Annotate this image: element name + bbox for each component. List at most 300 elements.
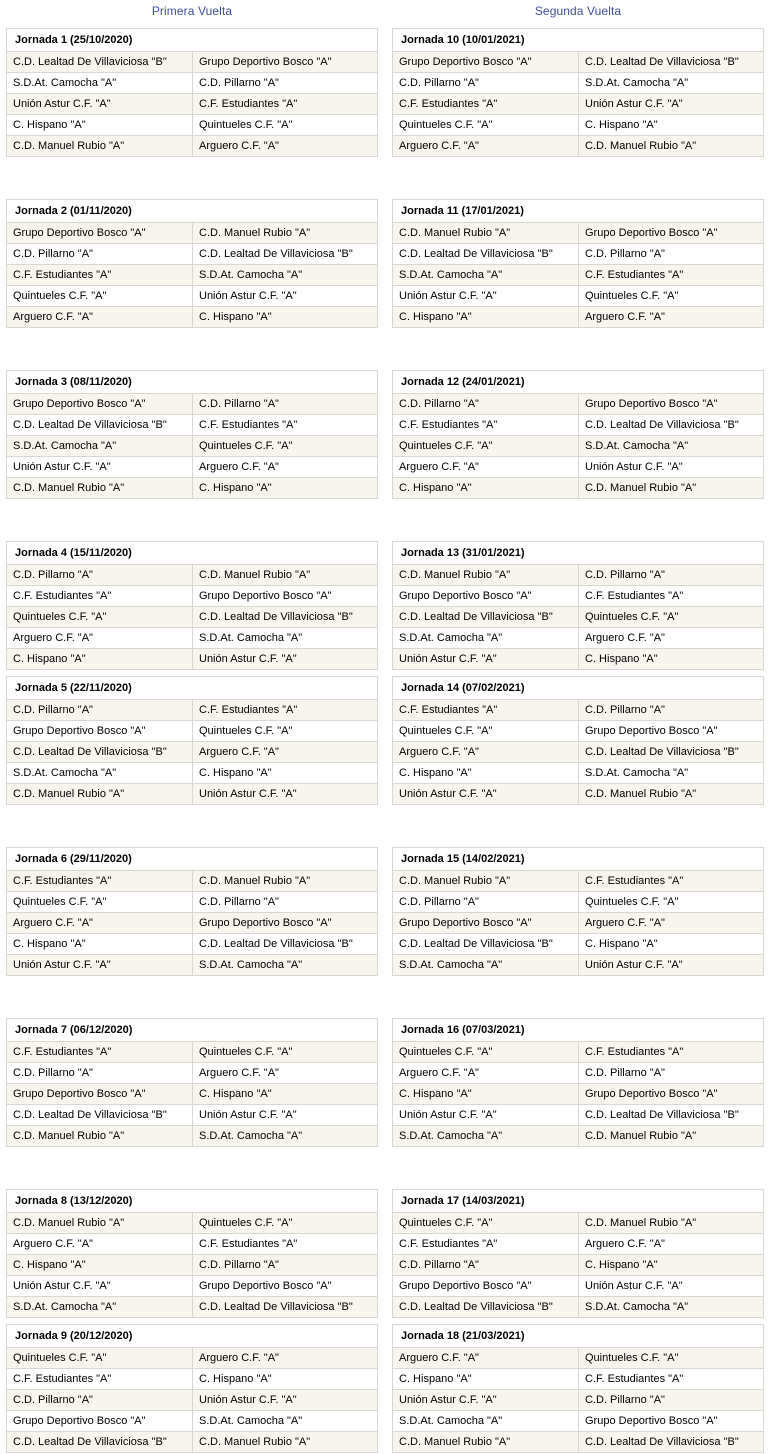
home-team: Grupo Deportivo Bosco "A": [7, 394, 193, 414]
away-team: C.D. Pillarno "A": [585, 1067, 665, 1079]
away-team: Quintueles C.F. "A": [199, 1046, 293, 1058]
home-team: S.D.At. Camocha "A": [7, 436, 193, 456]
home-team: C.D. Manuel Rubio "A": [7, 136, 193, 156]
jornada-header: Jornada 1 (25/10/2020): [7, 29, 377, 52]
home-team: C.F. Estudiantes "A": [393, 415, 579, 435]
away-team: C.D. Manuel Rubio "A": [199, 1436, 311, 1448]
table-row: [7, 286, 377, 307]
away-team: Arguero C.F. "A": [199, 746, 279, 758]
away-team: C. Hispano "A": [199, 482, 272, 494]
home-team: Unión Astur C.F. "A": [393, 784, 579, 804]
home-team: Unión Astur C.F. "A": [393, 286, 579, 306]
away-team: C. Hispano "A": [585, 1259, 658, 1271]
spacer: [6, 976, 378, 1018]
table-row: [7, 115, 377, 136]
jornada-table: [392, 1324, 764, 1453]
home-team: Quintueles C.F. "A": [393, 436, 579, 456]
home-team: Quintueles C.F. "A": [393, 721, 579, 741]
away-team: S.D.At. Camocha "A": [585, 440, 689, 452]
away-team: S.D.At. Camocha "A": [199, 1130, 303, 1142]
home-team: Arguero C.F. "A": [7, 307, 193, 327]
away-team: C.D. Pillarno "A": [585, 1394, 665, 1406]
table-row: [393, 1234, 763, 1255]
home-team: C. Hispano "A": [393, 1084, 579, 1104]
table-row: [7, 1042, 377, 1063]
home-team: Quintueles C.F. "A": [7, 892, 193, 912]
away-team: Quintueles C.F. "A": [199, 440, 293, 452]
away-team: C.D. Pillarno "A": [199, 896, 279, 908]
jornada-header: Jornada 13 (31/01/2021): [393, 542, 763, 565]
home-team: C.D. Lealtad De Villaviciosa "B": [7, 1432, 193, 1452]
away-team: C.D. Pillarno "A": [199, 77, 279, 89]
jornada-table: [6, 1018, 378, 1147]
table-row: [393, 742, 763, 763]
jornada-table: [6, 847, 378, 976]
table-row: [393, 721, 763, 742]
table-row: [393, 763, 763, 784]
home-team: C. Hispano "A": [7, 649, 193, 669]
table-row: [7, 1297, 377, 1318]
home-team: C.D. Manuel Rubio "A": [7, 1126, 193, 1146]
table-row: [393, 1297, 763, 1318]
away-team: Arguero C.F. "A": [199, 461, 279, 473]
home-team: C.D. Manuel Rubio "A": [7, 1213, 193, 1233]
away-team: C.F. Estudiantes "A": [199, 98, 298, 110]
table-row: [7, 1411, 377, 1432]
table-row: [7, 871, 377, 892]
home-team: S.D.At. Camocha "A": [393, 955, 579, 975]
away-team: Unión Astur C.F. "A": [199, 788, 297, 800]
spacer: [392, 499, 764, 541]
away-team: Unión Astur C.F. "A": [585, 461, 683, 473]
spacer: [392, 976, 764, 1018]
table-row: [7, 436, 377, 457]
table-row: [7, 478, 377, 499]
table-row: [7, 955, 377, 976]
table-row: [393, 1369, 763, 1390]
away-team: Grupo Deportivo Bosco "A": [199, 917, 332, 929]
away-team: S.D.At. Camocha "A": [199, 632, 303, 644]
table-row: [7, 73, 377, 94]
jornada-header: Jornada 14 (07/02/2021): [393, 677, 763, 700]
home-team: C.D. Manuel Rubio "A": [393, 871, 579, 891]
away-team: Unión Astur C.F. "A": [585, 1280, 683, 1292]
home-team: C.D. Lealtad De Villaviciosa "B": [7, 1105, 193, 1125]
away-team: Grupo Deportivo Bosco "A": [199, 590, 332, 602]
table-row: [7, 307, 377, 328]
jornada-header: Jornada 6 (29/11/2020): [7, 848, 377, 871]
column-title: Primera Vuelta: [151, 4, 233, 18]
table-row: [393, 565, 763, 586]
jornada-header: Jornada 8 (13/12/2020): [7, 1190, 377, 1213]
jornada-header: Jornada 4 (15/11/2020): [7, 542, 377, 565]
home-team: C. Hispano "A": [393, 307, 579, 327]
away-team: S.D.At. Camocha "A": [199, 1415, 303, 1427]
table-row: [393, 649, 763, 670]
table-row: [393, 436, 763, 457]
spacer: [392, 157, 764, 199]
home-team: C.D. Pillarno "A": [393, 394, 579, 414]
away-team: S.D.At. Camocha "A": [585, 1301, 689, 1313]
home-team: Arguero C.F. "A": [7, 1234, 193, 1254]
away-team: C.D. Manuel Rubio "A": [585, 140, 697, 152]
jornada-header: Jornada 16 (07/03/2021): [393, 1019, 763, 1042]
away-team: C.D. Lealtad De Villaviciosa "B": [585, 746, 739, 758]
home-team: C. Hispano "A": [7, 934, 193, 954]
table-row: [393, 1411, 763, 1432]
away-team: C.D. Lealtad De Villaviciosa "B": [585, 1109, 739, 1121]
table-row: [393, 1042, 763, 1063]
table-row: [393, 1348, 763, 1369]
table-row: [7, 1105, 377, 1126]
table-row: [7, 649, 377, 670]
jornada-table: [6, 28, 378, 157]
table-row: [7, 457, 377, 478]
away-team: Grupo Deportivo Bosco "A": [585, 725, 718, 737]
away-team: Unión Astur C.F. "A": [585, 959, 683, 971]
jornada-header: Jornada 10 (10/01/2021): [393, 29, 763, 52]
away-team: Arguero C.F. "A": [199, 140, 279, 152]
jornada-table: [392, 199, 764, 328]
table-row: [7, 934, 377, 955]
table-row: [7, 1234, 377, 1255]
home-team: C.D. Pillarno "A": [393, 1255, 579, 1275]
jornada-table: [392, 370, 764, 499]
table-row: [7, 892, 377, 913]
table-row: [393, 223, 763, 244]
away-team: C.D. Lealtad De Villaviciosa "B": [199, 938, 353, 950]
home-team: Grupo Deportivo Bosco "A": [7, 1411, 193, 1431]
home-team: C.D. Pillarno "A": [7, 1390, 193, 1410]
away-team: C.D. Manuel Rubio "A": [199, 875, 311, 887]
table-row: [7, 415, 377, 436]
spacer: [6, 328, 378, 370]
away-team: Quintueles C.F. "A": [199, 1217, 293, 1229]
home-team: C.D. Lealtad De Villaviciosa "B": [7, 742, 193, 762]
home-team: C.F. Estudiantes "A": [7, 1042, 193, 1062]
home-team: Quintueles C.F. "A": [393, 1042, 579, 1062]
home-team: C.D. Lealtad De Villaviciosa "B": [393, 607, 579, 627]
table-row: [7, 700, 377, 721]
table-row: [7, 1126, 377, 1147]
home-team: C.D. Pillarno "A": [7, 565, 193, 585]
away-team: C.F. Estudiantes "A": [585, 875, 684, 887]
table-row: [7, 1255, 377, 1276]
table-row: [393, 892, 763, 913]
table-row: [7, 94, 377, 115]
away-team: C. Hispano "A": [585, 653, 658, 665]
away-team: Arguero C.F. "A": [199, 1352, 279, 1364]
home-team: Unión Astur C.F. "A": [7, 457, 193, 477]
spacer: [392, 805, 764, 847]
away-team: C.F. Estudiantes "A": [585, 269, 684, 281]
home-team: Unión Astur C.F. "A": [393, 1105, 579, 1125]
home-team: Quintueles C.F. "A": [393, 115, 579, 135]
table-row: [393, 286, 763, 307]
home-team: Arguero C.F. "A": [7, 913, 193, 933]
home-team: C.D. Pillarno "A": [7, 1063, 193, 1083]
away-team: C. Hispano "A": [199, 311, 272, 323]
away-team: C.D. Lealtad De Villaviciosa "B": [199, 1301, 353, 1313]
table-row: [393, 1063, 763, 1084]
spacer: [392, 328, 764, 370]
home-team: C. Hispano "A": [393, 478, 579, 498]
table-row: [7, 265, 377, 286]
home-team: Quintueles C.F. "A": [393, 1213, 579, 1233]
home-team: Grupo Deportivo Bosco "A": [7, 1084, 193, 1104]
away-team: C.F. Estudiantes "A": [199, 704, 298, 716]
away-team: C.D. Lealtad De Villaviciosa "B": [585, 419, 739, 431]
home-team: Grupo Deportivo Bosco "A": [393, 1276, 579, 1296]
home-team: Grupo Deportivo Bosco "A": [393, 913, 579, 933]
table-row: [393, 607, 763, 628]
table-row: [393, 1276, 763, 1297]
table-row: [393, 913, 763, 934]
home-team: Quintueles C.F. "A": [7, 607, 193, 627]
away-team: S.D.At. Camocha "A": [585, 77, 689, 89]
table-row: [7, 1369, 377, 1390]
home-team: Arguero C.F. "A": [7, 628, 193, 648]
home-team: S.D.At. Camocha "A": [7, 763, 193, 783]
home-team: Arguero C.F. "A": [393, 457, 579, 477]
away-team: Quintueles C.F. "A": [199, 725, 293, 737]
table-row: [7, 763, 377, 784]
away-team: Grupo Deportivo Bosco "A": [585, 227, 718, 239]
table-row: [393, 934, 763, 955]
home-team: C.D. Manuel Rubio "A": [393, 565, 579, 585]
home-team: C. Hispano "A": [7, 1255, 193, 1275]
table-row: [7, 1390, 377, 1411]
jornada-table: [6, 541, 378, 670]
table-row: [7, 742, 377, 763]
away-team: Unión Astur C.F. "A": [199, 1109, 297, 1121]
table-row: [393, 73, 763, 94]
away-team: C.F. Estudiantes "A": [585, 590, 684, 602]
home-team: C.D. Pillarno "A": [7, 700, 193, 720]
jornada-table: [392, 541, 764, 670]
home-team: Unión Astur C.F. "A": [393, 649, 579, 669]
table-row: [393, 1084, 763, 1105]
jornada-table: [392, 1189, 764, 1318]
home-team: Quintueles C.F. "A": [7, 286, 193, 306]
home-team: C. Hispano "A": [393, 1369, 579, 1389]
home-team: C.D. Lealtad De Villaviciosa "B": [393, 244, 579, 264]
away-team: Grupo Deportivo Bosco "A": [585, 1415, 718, 1427]
table-row: [7, 223, 377, 244]
away-team: C.F. Estudiantes "A": [199, 1238, 298, 1250]
table-row: [393, 457, 763, 478]
away-team: Arguero C.F. "A": [585, 632, 665, 644]
away-team: S.D.At. Camocha "A": [199, 269, 303, 281]
jornada-table: [6, 199, 378, 328]
table-row: [393, 871, 763, 892]
spacer: [6, 1147, 378, 1189]
away-team: C. Hispano "A": [199, 767, 272, 779]
table-row: [7, 784, 377, 805]
jornada-table: [6, 676, 378, 805]
table-row: [393, 136, 763, 157]
home-team: S.D.At. Camocha "A": [7, 73, 193, 93]
away-team: C. Hispano "A": [199, 1088, 272, 1100]
jornada-header: Jornada 18 (21/03/2021): [393, 1325, 763, 1348]
table-row: [393, 265, 763, 286]
home-team: C.D. Pillarno "A": [393, 73, 579, 93]
home-team: C. Hispano "A": [7, 115, 193, 135]
home-team: C.F. Estudiantes "A": [393, 1234, 579, 1254]
away-team: S.D.At. Camocha "A": [585, 767, 689, 779]
table-row: [393, 115, 763, 136]
jornada-table: [6, 370, 378, 499]
table-row: [393, 628, 763, 649]
table-row: [393, 478, 763, 499]
table-row: [393, 52, 763, 73]
away-team: C.F. Estudiantes "A": [199, 419, 298, 431]
table-row: [393, 955, 763, 976]
jornada-header: Jornada 12 (24/01/2021): [393, 371, 763, 394]
away-team: Quintueles C.F. "A": [585, 290, 679, 302]
jornada-header: Jornada 2 (01/11/2020): [7, 200, 377, 223]
jornada-table: [392, 847, 764, 976]
home-team: Arguero C.F. "A": [393, 742, 579, 762]
away-team: Arguero C.F. "A": [585, 311, 665, 323]
jornada-header: Jornada 17 (14/03/2021): [393, 1190, 763, 1213]
calendar-column: [392, 0, 764, 1453]
away-team: Unión Astur C.F. "A": [585, 98, 683, 110]
home-team: S.D.At. Camocha "A": [393, 1126, 579, 1146]
away-team: Quintueles C.F. "A": [585, 1352, 679, 1364]
away-team: C.D. Pillarno "A": [199, 398, 279, 410]
away-team: C.F. Estudiantes "A": [585, 1046, 684, 1058]
home-team: C.D. Manuel Rubio "A": [393, 223, 579, 243]
away-team: C.D. Pillarno "A": [199, 1259, 279, 1271]
away-team: Arguero C.F. "A": [585, 917, 665, 929]
away-team: Grupo Deportivo Bosco "A": [585, 1088, 718, 1100]
table-row: [7, 1063, 377, 1084]
home-team: Grupo Deportivo Bosco "A": [7, 223, 193, 243]
home-team: C.D. Manuel Rubio "A": [7, 478, 193, 498]
home-team: Unión Astur C.F. "A": [393, 1390, 579, 1410]
home-team: Arguero C.F. "A": [393, 1348, 579, 1368]
home-team: Unión Astur C.F. "A": [7, 94, 193, 114]
table-row: [7, 565, 377, 586]
home-team: C. Hispano "A": [393, 763, 579, 783]
home-team: C.D. Lealtad De Villaviciosa "B": [393, 934, 579, 954]
spacer: [6, 499, 378, 541]
away-team: C.D. Pillarno "A": [585, 569, 665, 581]
table-row: [393, 700, 763, 721]
calendar-column: [6, 0, 378, 1453]
away-team: C.D. Lealtad De Villaviciosa "B": [199, 611, 353, 623]
home-team: Unión Astur C.F. "A": [7, 1276, 193, 1296]
home-team: S.D.At. Camocha "A": [7, 1297, 193, 1317]
away-team: Quintueles C.F. "A": [199, 119, 293, 131]
away-team: Quintueles C.F. "A": [585, 896, 679, 908]
table-row: [7, 913, 377, 934]
jornada-table: [392, 676, 764, 805]
jornada-header: Jornada 3 (08/11/2020): [7, 371, 377, 394]
home-team: C.F. Estudiantes "A": [7, 871, 193, 891]
table-row: [393, 394, 763, 415]
home-team: C.D. Pillarno "A": [7, 244, 193, 264]
jornada-header: Jornada 15 (14/02/2021): [393, 848, 763, 871]
table-row: [393, 244, 763, 265]
away-team: C.D. Manuel Rubio "A": [585, 1217, 697, 1229]
table-row: [7, 1348, 377, 1369]
jornada-table: [392, 28, 764, 157]
table-row: [7, 244, 377, 265]
table-row: [393, 784, 763, 805]
home-team: Grupo Deportivo Bosco "A": [393, 52, 579, 72]
home-team: Grupo Deportivo Bosco "A": [393, 586, 579, 606]
away-team: C.D. Pillarno "A": [585, 248, 665, 260]
table-row: [393, 1213, 763, 1234]
table-row: [393, 1390, 763, 1411]
jornada-header: Jornada 5 (22/11/2020): [7, 677, 377, 700]
home-team: Unión Astur C.F. "A": [7, 955, 193, 975]
home-team: C.F. Estudiantes "A": [393, 94, 579, 114]
table-row: [393, 1255, 763, 1276]
table-row: [7, 1276, 377, 1297]
away-team: Unión Astur C.F. "A": [199, 653, 297, 665]
home-team: C.F. Estudiantes "A": [7, 265, 193, 285]
table-row: [7, 628, 377, 649]
jornada-table: [392, 1018, 764, 1147]
jornada-header: Jornada 9 (20/12/2020): [7, 1325, 377, 1348]
home-team: C.D. Lealtad De Villaviciosa "B": [7, 415, 193, 435]
table-row: [393, 1126, 763, 1147]
jornada-header: Jornada 7 (06/12/2020): [7, 1019, 377, 1042]
spacer: [6, 157, 378, 199]
jornada-table: [6, 1324, 378, 1453]
table-row: [7, 1213, 377, 1234]
away-team: Arguero C.F. "A": [585, 1238, 665, 1250]
away-team: C.D. Manuel Rubio "A": [585, 482, 697, 494]
home-team: C.D. Lealtad De Villaviciosa "B": [393, 1297, 579, 1317]
away-team: Grupo Deportivo Bosco "A": [199, 1280, 332, 1292]
home-team: Quintueles C.F. "A": [7, 1348, 193, 1368]
table-row: [7, 607, 377, 628]
home-team: C.D. Manuel Rubio "A": [393, 1432, 579, 1452]
table-row: [7, 586, 377, 607]
home-team: C.F. Estudiantes "A": [7, 1369, 193, 1389]
away-team: C.D. Manuel Rubio "A": [199, 569, 311, 581]
spacer: [392, 1147, 764, 1189]
away-team: C.D. Lealtad De Villaviciosa "B": [199, 248, 353, 260]
away-team: Unión Astur C.F. "A": [199, 1394, 297, 1406]
table-row: [7, 721, 377, 742]
away-team: Grupo Deportivo Bosco "A": [199, 56, 332, 68]
away-team: C.F. Estudiantes "A": [585, 1373, 684, 1385]
home-team: Grupo Deportivo Bosco "A": [7, 721, 193, 741]
spacer: [6, 805, 378, 847]
away-team: C.D. Lealtad De Villaviciosa "B": [585, 1436, 739, 1448]
table-row: [7, 1084, 377, 1105]
away-team: C.D. Pillarno "A": [585, 704, 665, 716]
away-team: C.D. Manuel Rubio "A": [199, 227, 311, 239]
table-row: [7, 394, 377, 415]
home-team: S.D.At. Camocha "A": [393, 628, 579, 648]
away-team: Arguero C.F. "A": [199, 1067, 279, 1079]
table-row: [7, 1432, 377, 1453]
table-row: [393, 1432, 763, 1453]
away-team: C.D. Manuel Rubio "A": [585, 788, 697, 800]
away-team: C. Hispano "A": [199, 1373, 272, 1385]
away-team: C. Hispano "A": [585, 119, 658, 131]
table-row: [393, 586, 763, 607]
home-team: C.D. Pillarno "A": [393, 892, 579, 912]
home-team: C.D. Manuel Rubio "A": [7, 784, 193, 804]
home-team: C.F. Estudiantes "A": [7, 586, 193, 606]
